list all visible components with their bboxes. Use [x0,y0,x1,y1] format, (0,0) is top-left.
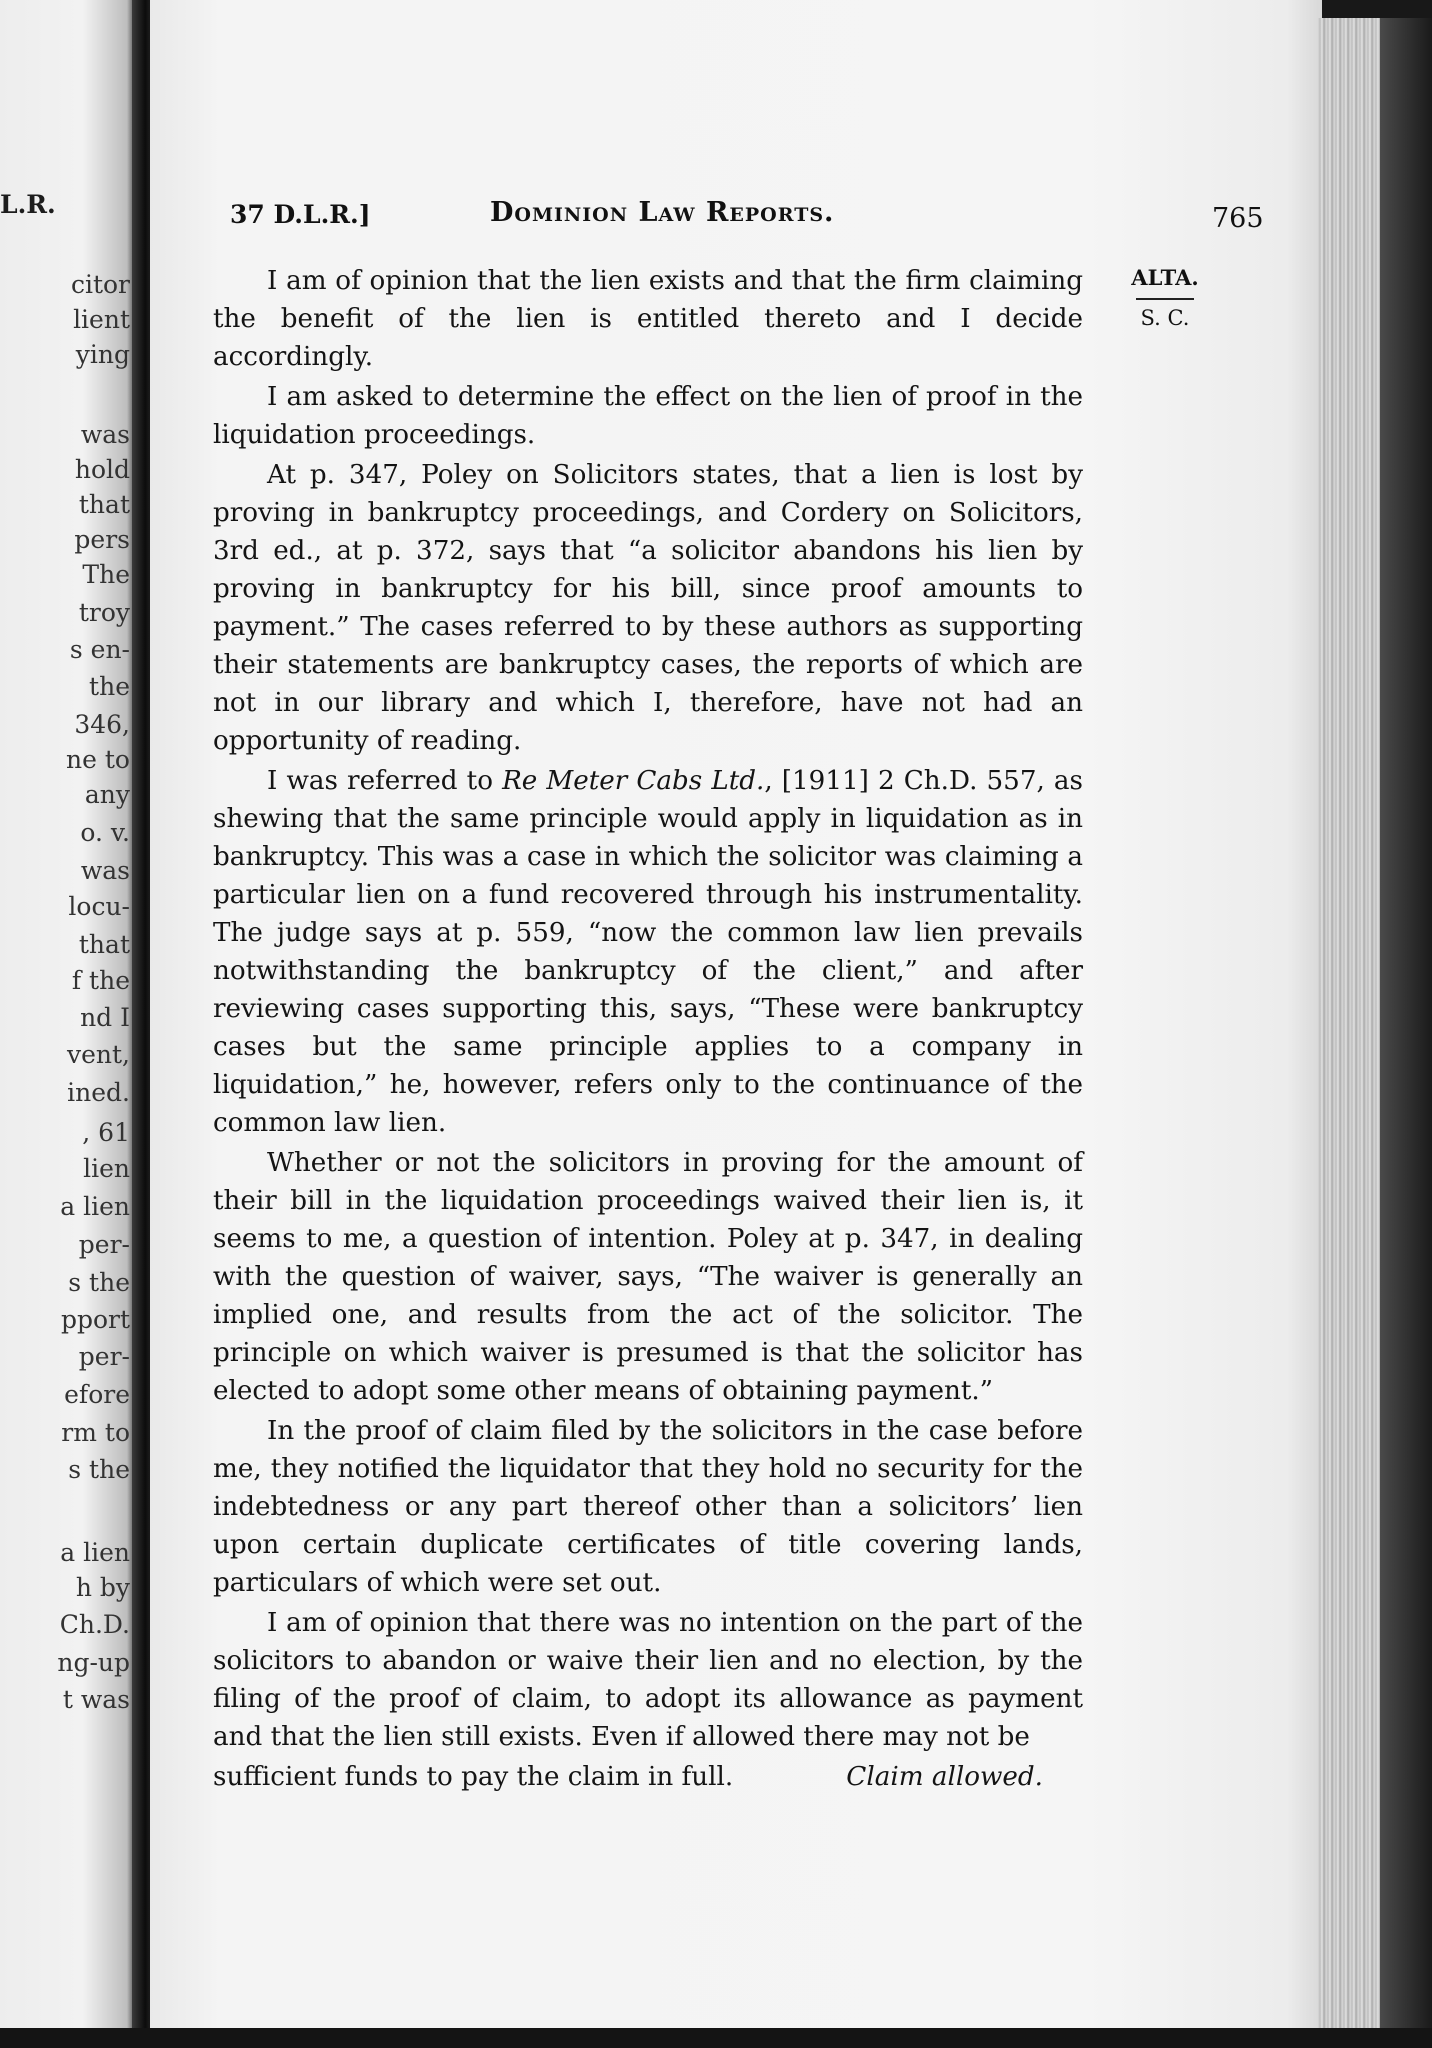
margin-rule [1136,298,1194,300]
facing-page-fragment: nd I [80,1003,130,1032]
court-label: S. C. [1140,306,1190,330]
facing-page-fragment: Ch.D. [59,1610,130,1639]
text-run: I was referred to [267,766,503,796]
facing-page-fragment: a lien [60,1192,130,1221]
facing-page-fragment: f the [71,966,130,995]
facing-page-fragment: locu- [68,892,130,921]
facing-page-fragment: t was [62,1685,130,1714]
paragraph: I am asked to determine the effect on the lien of proof in the liquidation proceedings. [213,382,1083,450]
facing-page-fragment: was [80,420,130,449]
bottom-edge [0,2028,1432,2048]
facing-page-fragment: that [78,930,130,959]
text-run: I am of opinion that there was no intention on the part of the solicitors to abandon or waive their lien and no election, by the filing of the proof of claim, to adopt its allowance as payment and that the lien still exists. Even if allowed there may not be [213,1608,1083,1752]
facing-page-fragment: ined. [67,1078,130,1107]
paragraph: In the proof of claim filed by the solicitors in the case before me, they notified the liquidator that they hold no security for the indebtedness or any part thereof other than a solicitors’ lien upon certain duplicate certificates of title covering lands, particulars of which were set out. [213,1416,1083,1598]
facing-page-fragment: 346, [74,710,130,739]
text-run: , [1911] 2 Ch.D. 557, as shewing that the same principle would apply in liquidation as in bankruptcy. This was a case in which the solicitor was claiming a particular lien on a fund recovered through his instrumentality. The judge says at p. 559, “now the common law lien prevails notwithstanding the bankruptcy of the client,” and after reviewing cases supporting this, says, “These were bankruptcy cases but the same principle applies to a company in liquidation,” he, however, refers only to the continuance of the common law lien. [213,766,1083,1138]
paragraph: Whether or not the solicitors in proving for the amount of their bill in the liquidation proceedings waived their lien is, it seems to me, a question of intention. Poley at p. 347, in dealing with the question of waiver, says, “The waiver is generally an implied one, and results from the act of the solicitor. The principle on which waiver is presumed is that the solicitor has elected to adopt some other means of obtaining payment.” [213,1148,1083,1406]
final-line [213,1758,1083,1796]
final-paragraph [213,1604,1083,1756]
book-cover-edge [1380,18,1432,2048]
facing-page-fragment: per- [78,1230,130,1259]
margin-note [1130,265,1200,330]
facing-page-fragment: vent, [66,1040,130,1069]
facing-page-fragment: ne to [66,745,130,774]
facing-page-fragment: citor [70,270,130,299]
facing-page-fragment: lient [73,305,130,334]
facing-page-fragment: s the [68,1455,130,1484]
paragraph [213,762,1083,1142]
facing-page-fragment: lien [83,1154,130,1183]
facing-page-fragment: ying [75,340,130,369]
facing-page-fragment: any [84,780,130,809]
judgment-text [213,262,1083,1796]
page-number: 765 [1212,203,1264,234]
case-name: Re Meter Cabs Ltd. [502,766,765,796]
facing-page [0,0,138,2048]
paragraph: At p. 347, Poley on Solicitors states, that a lien is lost by proving in bankruptcy proceedings, and Cordery on Solicitors, 3rd ed., at p. 372, says that “a solicitor abandons his lien by proving in bankruptcy for his bill, since proof amounts to payment.” The cases referred to by these authors as supporting their statements are bankruptcy cases, the reports of which are not in our library and which I, therefore, have not had an opportunity of reading. [213,460,1083,756]
facing-page-fragment: hold [74,455,130,484]
facing-page-fragment: pers [74,525,130,554]
facing-page-fragment: , 61 [82,1118,130,1147]
text-run: sufficient funds to pay the claim in full. [213,1762,734,1792]
volume-citation: 37 D.L.R.] [230,200,371,229]
facing-page-fragment: rm to [61,1418,130,1447]
facing-page-fragment: a lien [60,1538,130,1567]
page-edges [1318,18,1380,2028]
facing-page-fragment: s the [68,1268,130,1297]
facing-page-fragment: that [78,490,130,519]
facing-page-fragment: h by [75,1573,130,1602]
facing-page-fragment: troy [78,598,130,627]
facing-page-fragment: pport [60,1305,130,1334]
facing-page-fragment: o. v. [80,818,130,847]
facing-page-fragment: s en- [69,635,130,664]
facing-page-fragment: The [82,560,130,589]
facing-page-header: L.R. [0,190,56,219]
facing-page-fragment: per- [78,1342,130,1371]
paragraph: I am of opinion that the lien exists and that the firm claiming the benefit of the lien is entitled thereto and I decide accordingly. [213,266,1083,372]
jurisdiction-label: ALTA. [1131,265,1199,290]
facing-page-fragment: the [89,672,130,701]
facing-page-fragment: efore [64,1380,130,1409]
running-title: Dominion Law Reports. [490,197,835,228]
disposition: Claim allowed. [846,1762,1043,1792]
facing-page-fragment: ng-up [57,1648,130,1677]
facing-page-fragment: was [80,856,130,885]
